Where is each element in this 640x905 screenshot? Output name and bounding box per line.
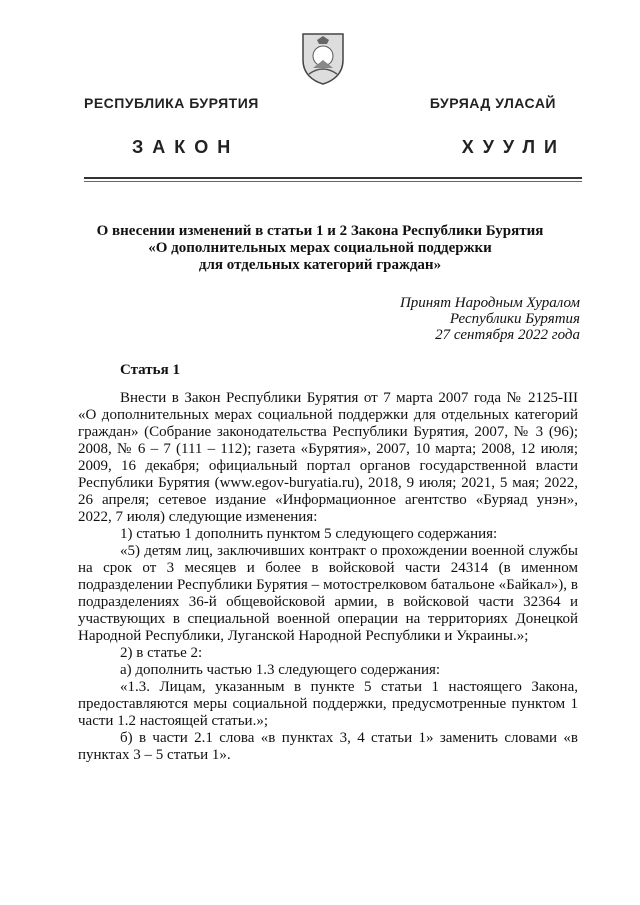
- doc-type-russian: ЗАКОН: [132, 137, 240, 157]
- adoption-date: 27 сентября 2022 года: [435, 327, 580, 343]
- law-title-line: «О дополнительных мерах социальной поддержки: [148, 240, 492, 256]
- paragraph: б) в части 2.1 слова «в пунктах 3, 4 статьи 1» заменить словами «в пунктах 3 – 5 статьи 1».: [78, 730, 578, 763]
- adoption-line: Республики Бурятия: [449, 311, 580, 327]
- article-body: [78, 390, 578, 764]
- paragraph: 2) в статье 2:: [120, 645, 203, 661]
- article-heading: Статья 1: [120, 362, 180, 378]
- paragraph: Внести в Закон Республики Бурятия от 7 марта 2007 года № 2125-III «О дополнительных мерах социальной поддержки для отдельных категорий граждан» (Собрание законодательства Республики Бурятия, 2007, № 3 (96); 2008, № 6 – 7 (111 – 112); газета «Бурятия», 2007, 10 марта; 2008, 12 июля; 2009, 16 декабря; официальный портал органов государственной власти Республики Бурятия (www.egov-buryatia.ru), 2018, 9 июля; 2021, 5 мая; 2022, 26 апреля; сетевое издание «Информационное агентство «Буряад унэн», 2022, 7 июля) следующие изменения:: [78, 390, 578, 525]
- paragraph: а) дополнить частью 1.3 следующего содержания:: [120, 662, 441, 678]
- adoption-note: [280, 295, 580, 343]
- paragraph: «1.3. Лицам, указанным в пункте 5 статьи 1 настоящего Закона, предоставляются меры социальной поддержки, предусмотренные пунктом 1 части 1.2 настоящей статьи.»;: [78, 679, 578, 729]
- coat-of-arms-emblem: [299, 30, 347, 86]
- adoption-line: Принят Народным Хуралом: [399, 295, 580, 311]
- law-title: [60, 223, 580, 274]
- paragraph: «5) детям лиц, заключивших контракт о прохождении военной службы на срок от 3 месяцев и более в войсковой части 24314 (в именном подразделении Республики Бурятия – мотострелковом батальоне «Байкал»), в подразделениях 36-й общевойсковой армии, в войсковой части 32364 и участвующих в специальной военной операции на территориях Донецкой Народной Республики, Луганской Народной Республики и Украины.»;: [78, 543, 578, 644]
- law-title-line: для отдельных категорий граждан»: [198, 257, 442, 273]
- header-republic-russian: РЕСПУБЛИКА БУРЯТИЯ: [84, 95, 259, 111]
- paragraph: 1) статью 1 дополнить пунктом 5 следующего содержания:: [120, 526, 498, 542]
- header-republic-buryat: БУРЯАД УЛАСАЙ: [429, 95, 556, 111]
- law-title-line: О внесении изменений в статьи 1 и 2 Закона Республики Бурятия: [96, 223, 544, 239]
- header-divider: [84, 177, 582, 179]
- doc-type-buryat: ХУУЛИ: [461, 137, 566, 157]
- header-divider-thin: [84, 181, 582, 182]
